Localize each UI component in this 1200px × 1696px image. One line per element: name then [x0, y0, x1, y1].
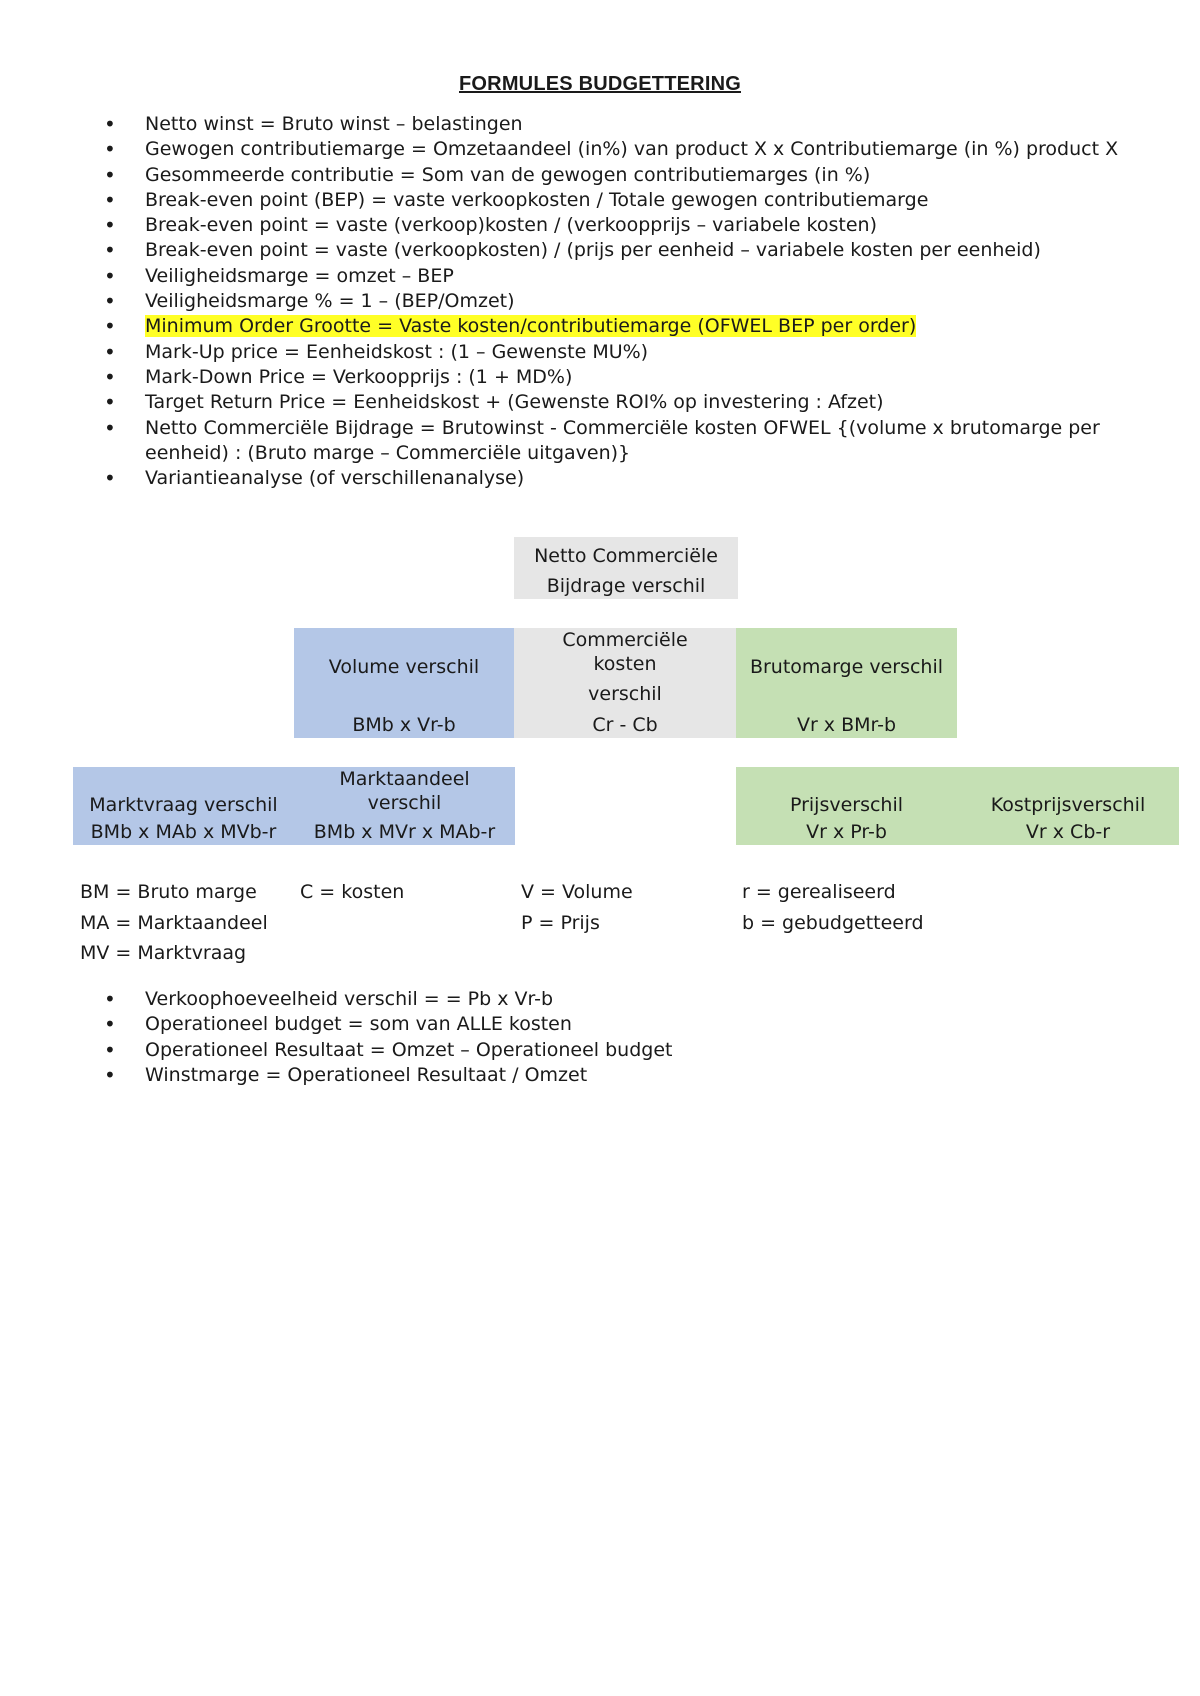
formula-item: • Operationeel Resultaat = Omzet – Operationeel budget: [104, 1038, 1144, 1063]
formula-item: • Veiligheidsmarge % = 1 – (BEP/Omzet): [104, 289, 1144, 314]
legend-entry: C = kosten: [300, 881, 405, 903]
formula-item: • Veiligheidsmarge = omzet – BEP: [104, 264, 1144, 289]
formula-item: • Break-even point = vaste (verkoop)kosten / (verkoopprijs – variabele kosten): [104, 213, 1144, 238]
root-label-line1: Netto Commerciële: [534, 545, 718, 567]
volume-formula: BMb x Vr-b: [352, 714, 456, 736]
kostprijs-formula: Vr x Cb-r: [1025, 821, 1111, 843]
volume-box: [294, 628, 514, 738]
legend-col3: [521, 877, 633, 938]
marktaandeel-formula: BMb x MVr x MAb-r: [313, 821, 496, 843]
kostprijs-box: [957, 767, 1179, 845]
legend-entry: V = Volume: [521, 881, 633, 903]
formula-list-bottom: [104, 987, 1144, 1088]
formula-list-top: [104, 112, 1144, 491]
legend-entry: P = Prijs: [521, 911, 600, 934]
formula-item: • Mark-Up price = Eenheidskost : (1 – Gewenste MU%): [104, 340, 1144, 365]
prijs-label: Prijsverschil: [789, 794, 904, 816]
root-label-line2: Bijdrage verschil: [546, 575, 706, 597]
highlighted-text: Minimum Order Grootte = Vaste kosten/contributiemarge (OFWEL BEP per order): [145, 315, 917, 338]
marktvraag-label: Marktvraag verschil: [89, 794, 278, 816]
legend-entry: b = gebudgetteerd: [742, 911, 924, 934]
brutomarge-label: Brutomarge verschil: [749, 656, 944, 678]
brutomarge-box: [736, 628, 957, 738]
legend-col2: [300, 877, 404, 908]
formula-item: • Verkoophoeveelheid verschil = = Pb x Vr-b: [104, 987, 1144, 1012]
legend-col4: [742, 877, 924, 938]
marktvraag-formula: BMb x MAb x MVb-r: [90, 821, 277, 843]
legend-entry: MA = Marktaandeel: [80, 911, 268, 934]
legend-entry: BM = Bruto marge: [80, 881, 257, 903]
formula-item: • Break-even point = vaste (verkoopkosten) / (prijs per eenheid – variabele kosten per eenheid): [104, 238, 1144, 263]
formula-item: • Netto Commerciële Bijdrage = Brutowinst - Commerciële kosten OFWEL {(volume x brutomarge per eenheid) : (Bruto marge – Commerciële uitgaven)}: [104, 416, 1144, 467]
formula-item: • Break-even point (BEP) = vaste verkoopkosten / Totale gewogen contributiemarge: [104, 188, 1144, 213]
document-title: FORMULES BUDGETTERING: [459, 73, 741, 95]
formula-item: • Mark-Down Price = Verkoopprijs : (1 + MD%): [104, 365, 1144, 390]
formula-item: • Gesommeerde contributie = Som van de gewogen contributiemarges (in %): [104, 163, 1144, 188]
marktaandeel-box: [294, 767, 515, 845]
kosten-label-line2: kosten: [593, 653, 657, 675]
legend-col1: [80, 877, 268, 969]
marktaandeel-label-line2: verschil: [367, 792, 442, 814]
marktaandeel-label-line1: Marktaandeel: [339, 768, 470, 790]
root-box: [514, 537, 738, 599]
prijs-formula: Vr x Pr-b: [806, 821, 887, 843]
legend-entry: MV = Marktvraag: [80, 942, 247, 964]
formula-item: • Target Return Price = Eenheidskost + (Gewenste ROI% op investering : Afzet): [104, 390, 1144, 415]
formula-item: • Gewogen contributiemarge = Omzetaandeel (in%) van product X x Contributiemarge (in %) product X: [104, 137, 1144, 162]
formula-item-highlighted: [104, 314, 1144, 339]
brutomarge-formula: Vr x BMr-b: [796, 714, 897, 736]
formula-item: • Variantieanalyse (of verschillenanalyse): [104, 466, 1144, 491]
kosten-label-line1: Commerciële: [562, 629, 688, 651]
formula-item: • Winstmarge = Operationeel Resultaat / Omzet: [104, 1063, 1144, 1088]
formula-item: • Operationeel budget = som van ALLE kosten: [104, 1012, 1144, 1037]
prijs-box: [736, 767, 957, 845]
kosten-formula: Cr - Cb: [592, 714, 658, 736]
marktvraag-box: [73, 767, 294, 845]
kosten-label-line3: verschil: [588, 683, 662, 705]
kostprijs-label: Kostprijsverschil: [990, 794, 1146, 816]
formula-item: • Netto winst = Bruto winst – belastingen: [104, 112, 1144, 137]
kosten-box: [514, 628, 736, 738]
legend-entry: r = gerealiseerd: [742, 881, 896, 903]
volume-label: Volume verschil: [328, 656, 480, 678]
